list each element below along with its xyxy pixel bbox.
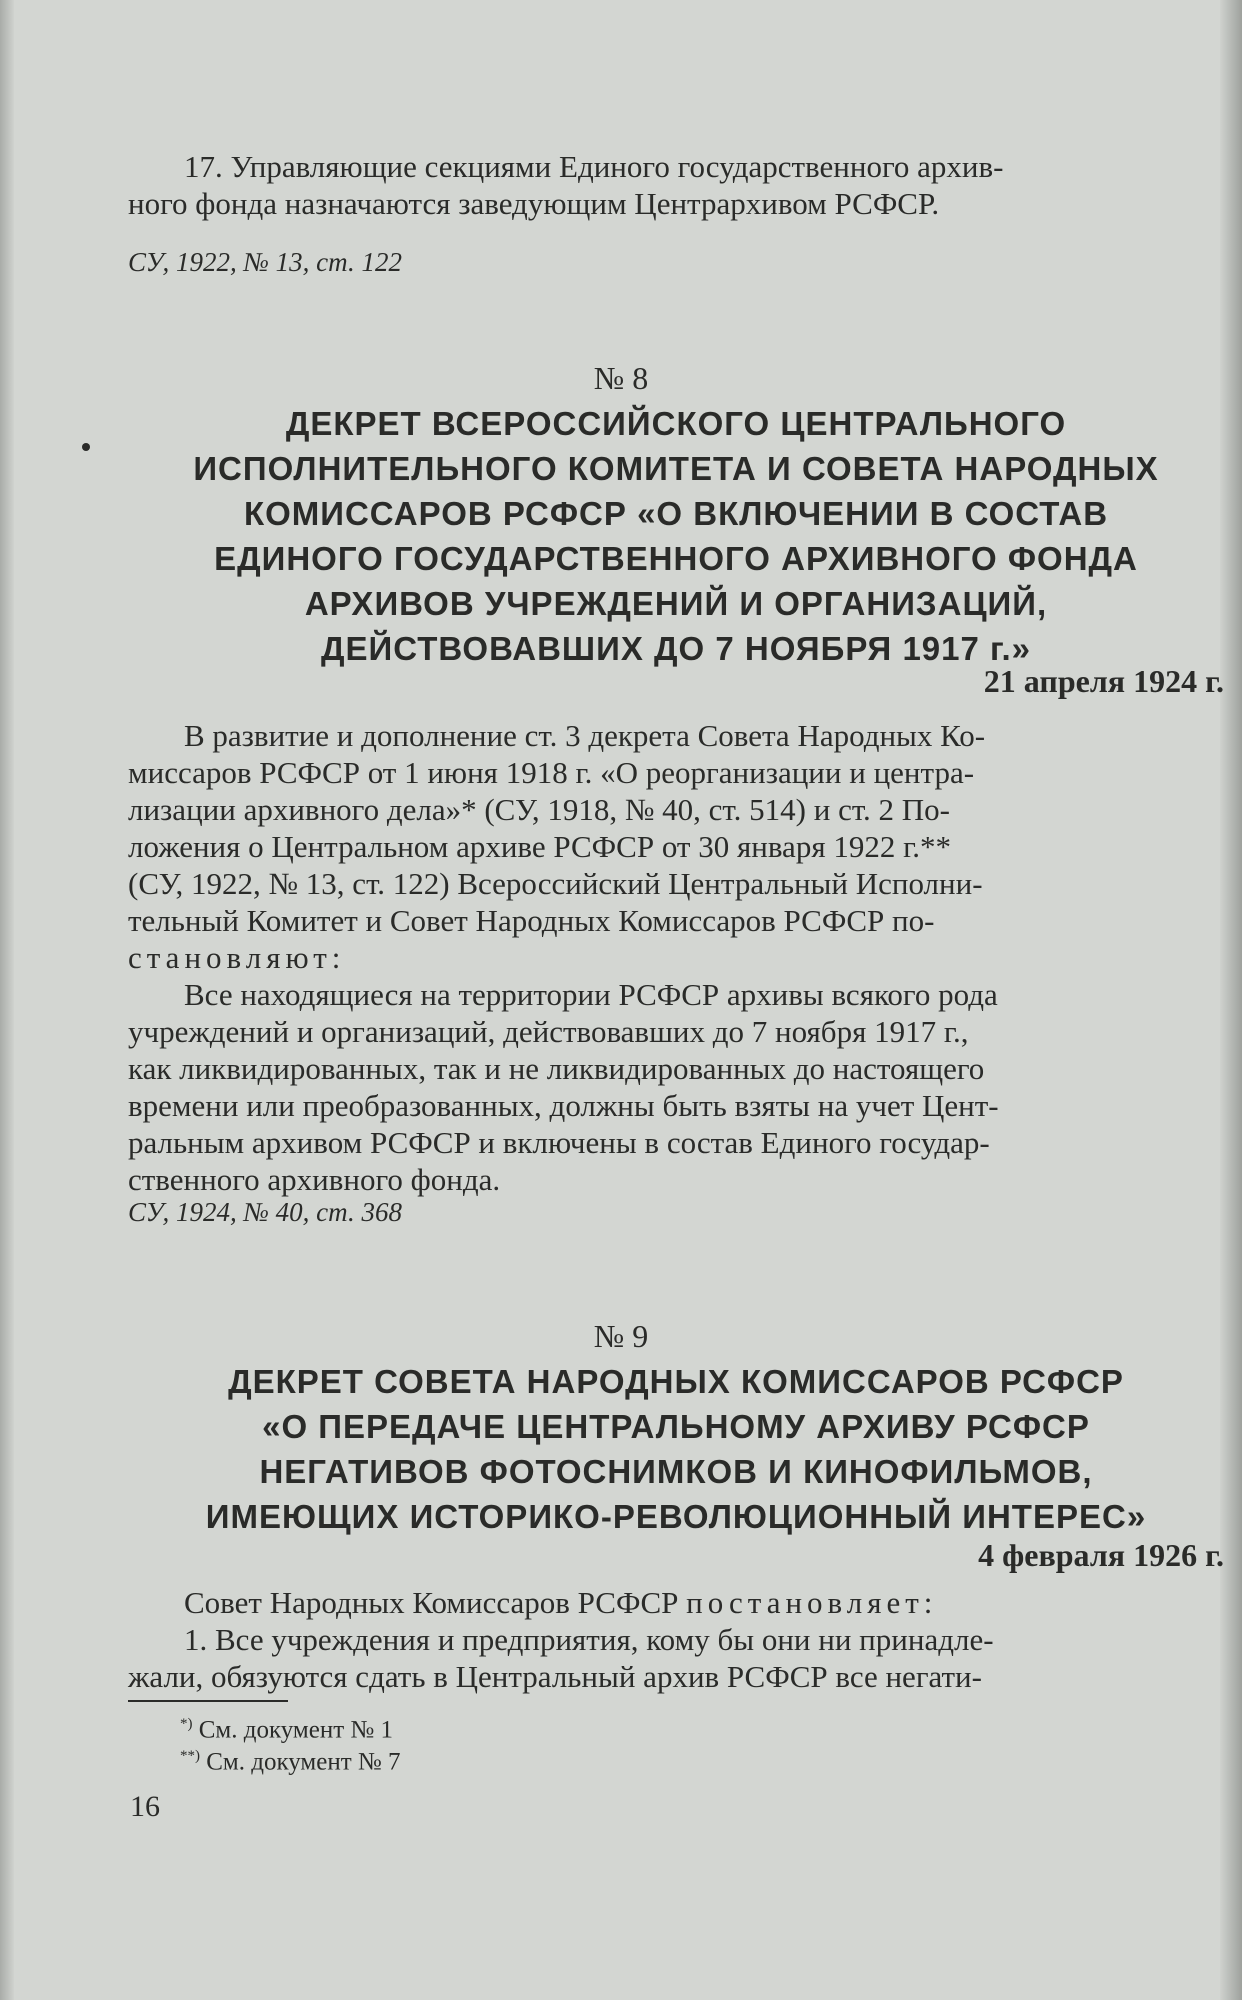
- item-17-line-2: ного фонда назначаются заведующим Центрархивом РСФСР.: [128, 186, 940, 221]
- footnote-2: [180, 1740, 401, 1778]
- item-17: [128, 148, 1224, 222]
- doc8-para2-line: как ликвидированных, так и не ликвидированных до настоящего: [128, 1051, 985, 1086]
- doc8-title-line: КОМИССАРОВ РСФСР «О ВКЛЮЧЕНИИ В СОСТАВ: [243, 495, 1109, 532]
- doc9-intro-spaced: постановляет:: [686, 1585, 938, 1620]
- footnote-text: См. документ № 1: [198, 1716, 394, 1744]
- doc8-para1-line: (СУ, 1922, № 13, ст. 122) Всероссийский Центральный Исполни-: [128, 866, 983, 901]
- doc9-body: [128, 1584, 1224, 1695]
- page-edge-left: [0, 0, 14, 2000]
- doc8-para1-line: В развитие и дополнение ст. 3 декрета Совета Народных Ко-: [184, 718, 986, 753]
- footnote-mark: **): [180, 1748, 200, 1764]
- doc8-title-line: ИСПОЛНИТЕЛЬНОГО КОМИТЕТА И СОВЕТА НАРОДНЫХ: [193, 450, 1159, 487]
- doc9-item1-line: 1. Все учреждения и предприятия, кому бы они ни принадле-: [184, 1622, 994, 1657]
- doc8-title-line: ДЕЙСТВОВАВШИХ ДО 7 НОЯБРЯ 1917 г.»: [321, 630, 1031, 667]
- doc8-para1-line: миссаров РСФСР от 1 июня 1918 г. «О реорганизации и центра-: [128, 755, 975, 790]
- footnote-text: См. документ № 7: [206, 1748, 401, 1776]
- doc8-title: [128, 401, 1224, 671]
- page-number: 16: [130, 1790, 160, 1823]
- doc9-title-line: ДЕКРЕТ СОВЕТА НАРОДНЫХ КОМИССАРОВ РСФСР: [228, 1363, 1124, 1400]
- doc8-title-line: ДЕКРЕТ ВСЕРОССИЙСКОГО ЦЕНТРАЛЬНОГО: [285, 405, 1067, 442]
- citation-1: [128, 247, 1224, 278]
- doc8-citation-text: СУ, 1924, № 40, ст. 368: [128, 1197, 402, 1227]
- footnote-rule: [128, 1700, 288, 1702]
- doc9-date: 4 февраля 1926 г.: [978, 1537, 1224, 1573]
- doc9-title-line: НЕГАТИВОВ ФОТОСНИМКОВ И КИНОФИЛЬМОВ,: [259, 1453, 1093, 1490]
- doc9-title-line: ИМЕЮЩИХ ИСТОРИКО-РЕВОЛЮЦИОННЫЙ ИНТЕРЕС»: [205, 1498, 1147, 1535]
- doc8-number: № 8: [593, 360, 649, 396]
- doc8-para2-line: ственного архивного фонда.: [128, 1162, 501, 1197]
- doc9-intro-text: Совет Народных Комиссаров РСФСР: [184, 1585, 679, 1620]
- doc8-citation: [128, 1197, 1224, 1228]
- doc8-para1-line: тельный Комитет и Совет Народных Комиссаров РСФСР по-: [128, 903, 935, 938]
- doc8-para1-line: лизации архивного дела»* (СУ, 1918, № 40, ст. 514) и ст. 2 По-: [128, 792, 950, 827]
- doc8-para2-line: Все находящиеся на территории РСФСР архивы всякого рода: [184, 977, 998, 1012]
- doc9-item1-line: жали, обязуются сдать в Центральный архив РСФСР все негати-: [128, 1659, 982, 1694]
- doc8-date: 21 апреля 1924 г.: [983, 663, 1224, 699]
- doc9-title-line: «О ПЕРЕДАЧЕ ЦЕНТРАЛЬНОМУ АРХИВУ РСФСР: [262, 1408, 1090, 1445]
- doc8-para1-line: ложения о Центральном архиве РСФСР от 30 января 1922 г.**: [128, 829, 952, 864]
- footnote-mark: *): [180, 1716, 193, 1732]
- print-speck: [82, 443, 90, 451]
- doc9-title: [128, 1359, 1224, 1539]
- doc8-body: [128, 717, 1224, 1198]
- doc8-title-line: ЕДИНОГО ГОСУДАРСТВЕННОГО АРХИВНОГО ФОНДА: [214, 540, 1138, 577]
- doc9-intro: [128, 1584, 1224, 1621]
- doc8-para2-line: ральным архивом РСФСР и включены в состав Единого государ-: [128, 1125, 990, 1160]
- doc9-number: № 9: [593, 1318, 649, 1354]
- doc8-para1-last: становляют:: [128, 940, 346, 975]
- citation-text: СУ, 1922, № 13, ст. 122: [128, 247, 402, 277]
- doc8-para2-line: времени или преобразованных, должны быть взяты на учет Цент-: [128, 1088, 999, 1123]
- doc8-title-line: АРХИВОВ УЧРЕЖДЕНИЙ И ОРГАНИЗАЦИЙ,: [304, 585, 1048, 622]
- doc8-para2-line: учреждений и организаций, действовавших до 7 ноября 1917 г.,: [128, 1014, 969, 1049]
- item-17-line-1: 17. Управляющие секциями Единого государственного архив-: [184, 149, 1004, 184]
